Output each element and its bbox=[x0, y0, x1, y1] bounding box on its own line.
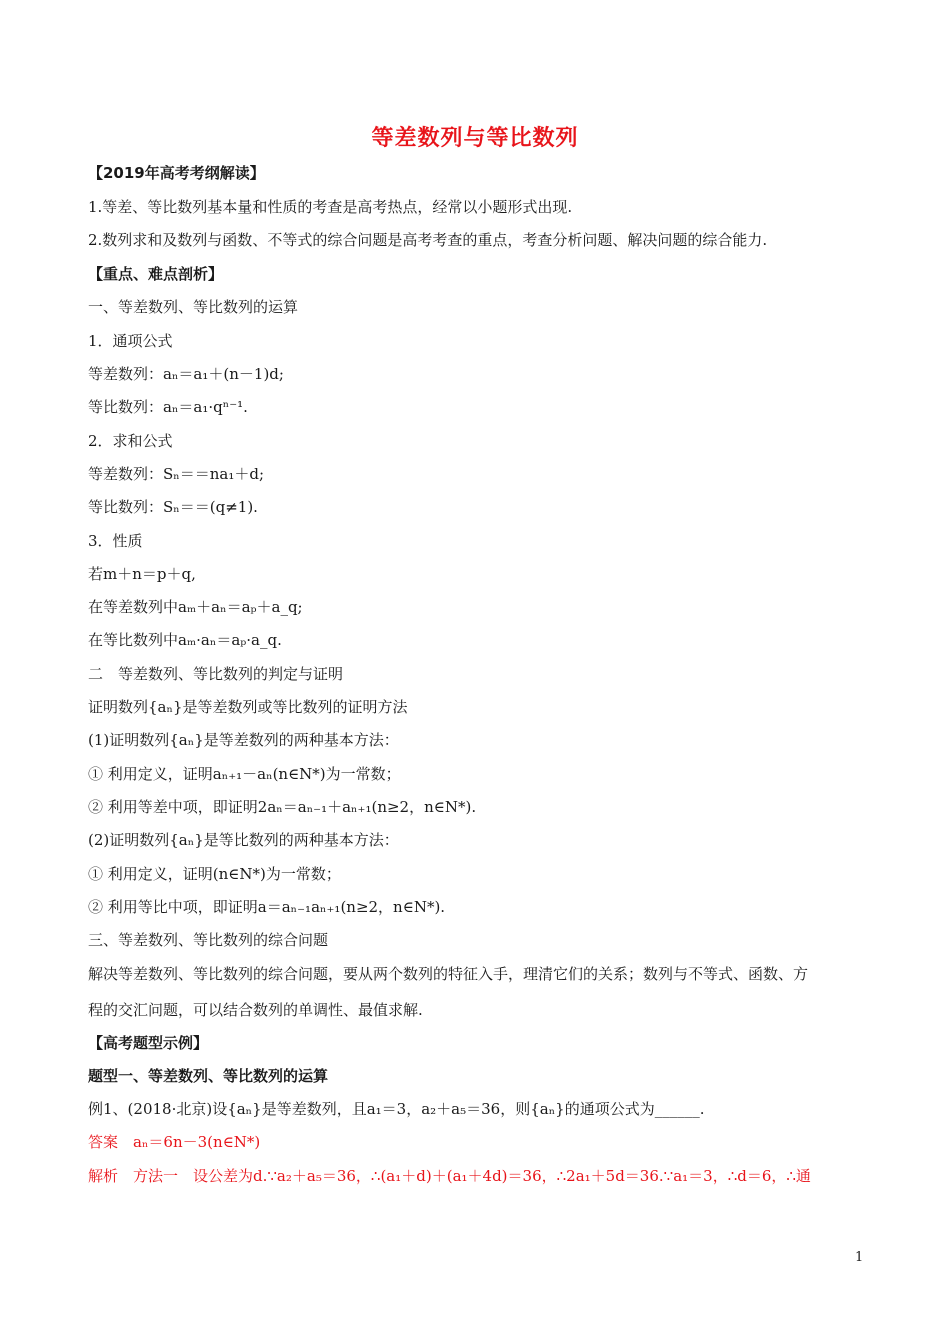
text-line: 3．性质 bbox=[88, 532, 143, 550]
paragraph-line: 解决等差数列、等比数列的综合问题，要从两个数列的特征入手，理清它们的关系；数列与不等式、函数、方 bbox=[88, 965, 809, 983]
example-question: 例1、(2018·北京)设{aₙ}是等差数列，且a₁＝3，a₂＋a₅＝36，则{aₙ}的通项公式为______. bbox=[88, 1100, 705, 1118]
text-line: 1．通项公式 bbox=[88, 332, 173, 350]
section-heading-key-points: 【重点、难点剖析】 bbox=[88, 265, 224, 283]
text-line: ① 利用定义，证明aₙ₊₁－aₙ(n∈N*)为一常数； bbox=[88, 765, 401, 783]
text-line: ② 利用等比中项，即证明a＝aₙ₋₁aₙ₊₁(n≥2，n∈N*). bbox=[88, 898, 446, 916]
text-line: 一、等差数列、等比数列的运算 bbox=[88, 298, 299, 316]
text-line: (1)证明数列{aₙ}是等差数列的两种基本方法： bbox=[88, 731, 399, 749]
question-type-heading: 题型一、等差数列、等比数列的运算 bbox=[88, 1067, 329, 1085]
text-line: 二 等差数列、等比数列的判定与证明 bbox=[88, 665, 344, 683]
text-line: 三、等差数列、等比数列的综合问题 bbox=[88, 931, 329, 949]
section-heading-examples: 【高考题型示例】 bbox=[88, 1034, 209, 1052]
text-line: 2．求和公式 bbox=[88, 432, 173, 450]
text-line: 证明数列{aₙ}是等差数列或等比数列的证明方法 bbox=[88, 698, 408, 716]
text-line: ① 利用定义，证明(n∈N*)为一常数； bbox=[88, 865, 341, 883]
answer-line: 答案 aₙ＝6n－3(n∈N*) bbox=[88, 1133, 261, 1151]
page-number: 1 bbox=[855, 1250, 864, 1265]
solution-line: 解析 方法一 设公差为d.∵a₂＋a₅＝36，∴(a₁＋d)＋(a₁＋4d)＝36，∴2a₁＋5d＝36.∵a₁＝3，∴d＝6，∴通 bbox=[88, 1167, 811, 1185]
formula-line: 在等差数列中aₘ＋aₙ＝aₚ＋a_q; bbox=[88, 598, 303, 616]
formula-line: 在等比数列中aₘ·aₙ＝aₚ·a_q. bbox=[88, 631, 282, 649]
formula-line: 等差数列：aₙ＝a₁＋(n－1)d; bbox=[88, 365, 284, 383]
formula-line: 等比数列：Sₙ＝＝(q≠1). bbox=[88, 498, 258, 516]
formula-line: 等比数列：aₙ＝a₁·qⁿ⁻¹. bbox=[88, 398, 248, 416]
text-line: (2)证明数列{aₙ}是等比数列的两种基本方法： bbox=[88, 831, 399, 849]
text-line: 2.数列求和及数列与函数、不等式的综合问题是高考考查的重点，考查分析问题、解决问题的综合能力. bbox=[88, 231, 768, 249]
formula-line: 若m＋n＝p＋q, bbox=[88, 565, 196, 583]
formula-line: 等差数列：Sₙ＝＝na₁＋d; bbox=[88, 465, 265, 483]
paragraph-line: 程的交汇问题，可以结合数列的单调性、最值求解. bbox=[88, 1001, 423, 1019]
section-heading-syllabus: 【2019年高考考纲解读】 bbox=[88, 164, 265, 182]
text-line: ② 利用等差中项，即证明2aₙ＝aₙ₋₁＋aₙ₊₁(n≥2，n∈N*). bbox=[88, 798, 477, 816]
text-line: 1.等差、等比数列基本量和性质的考查是高考热点，经常以小题形式出现. bbox=[88, 198, 573, 216]
page-title: 等差数列与等比数列 bbox=[371, 126, 579, 151]
